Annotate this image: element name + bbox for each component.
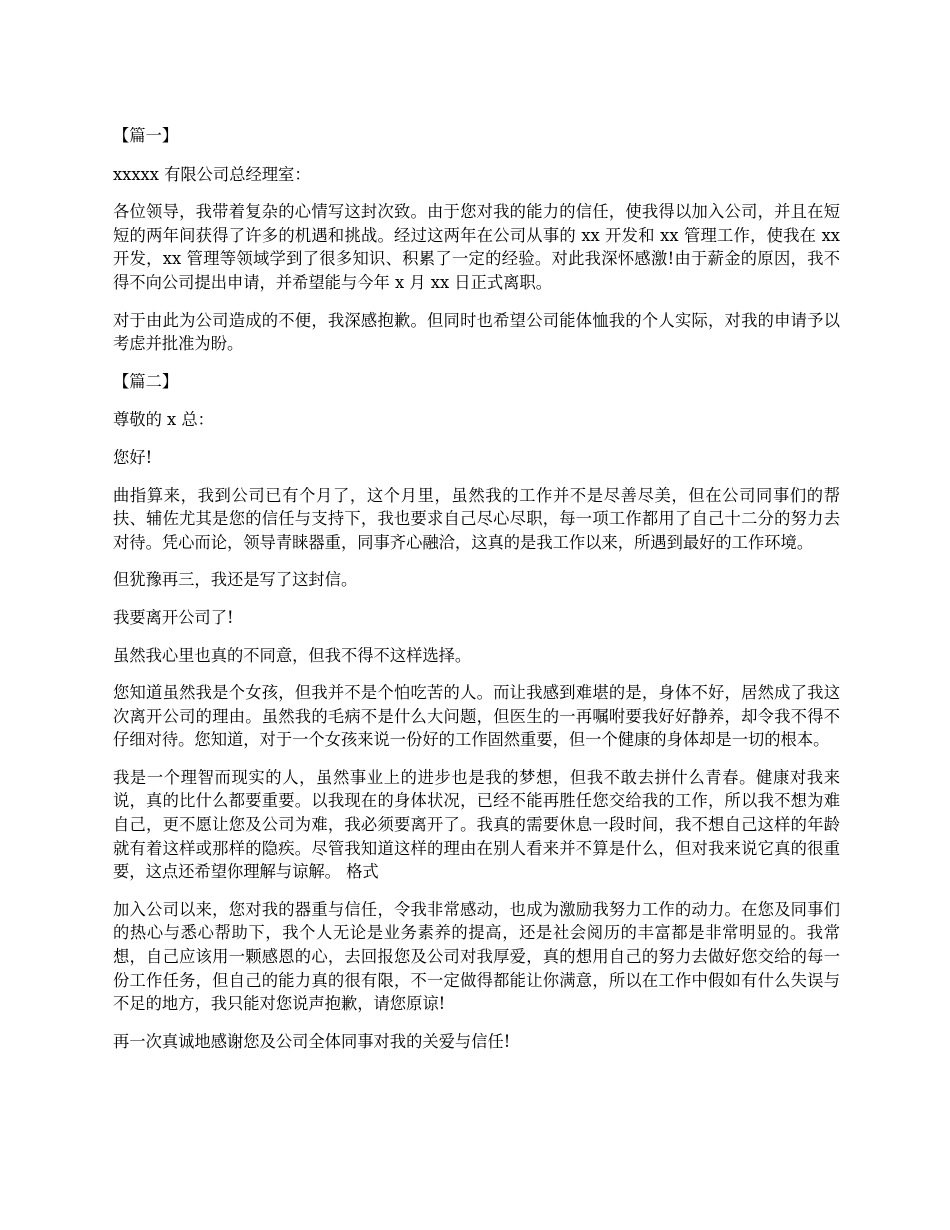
- greeting: 您好!: [113, 447, 153, 467]
- body-paragraph: 虽然我心里也真的不同意，但我不得不这样选择。: [113, 645, 472, 665]
- closing-paragraph: 再一次真诚地感谢您及公司全体同事对我的关爱与信任!: [113, 1031, 511, 1051]
- body-paragraph: 我是一个理智而现实的人，虽然事业上的进步也是我的梦想，但我不敢去拼什么青春。健康对我来说，真的比什么都要重要。以我现在的身体状况，已经不能再胜任您交给我的工作，所以我不想为难自己，更不愿让您及公司为难，我必须要离开了。我真的需要休息一段时间，我不想自己这样的年龄就有着这样或那样的隐疾。尽管我知道这样的理由在别人看来并不算是什么，但对我来说它真的很重要，这点还希望你理解与谅解。 格式: [113, 767, 840, 882]
- section-heading-1: 【篇一】: [113, 126, 179, 145]
- body-paragraph: 我要离开公司了!: [113, 607, 234, 627]
- document-page: [113, 124, 840, 1067]
- body-paragraph: 各位领导，我带着复杂的心情写这封次致。由于您对我的能力的信任，使我得以加入公司，并且在短短的两年间获得了许多的机遇和挑战。经过这两年在公司从事的 xx 开发和 xx 管理工作，使我在 xx 开发，xx 管理等领域学到了很多知识、积累了一定的经验。对此我深怀感激!由于薪金的原因，我不得不向公司提出申请，并希望能与今年 x 月 xx 日正式离职。: [113, 202, 840, 292]
- body-paragraph: 加入公司以来，您对我的器重与信任，令我非常感动，也成为激励我努力工作的动力。在您及同事们的热心与悉心帮助下，我个人无论是业务素养的提高，还是社会阅历的丰富都是非常明显的。我常想，自己应该用一颗感恩的心，去回报您及公司对我厚爱，真的想用自己的努力去做好您交给的每一份工作任务，但自己的能力真的很有限，不一定做得都能让你满意，所以在工作中假如有什么失误与不足的地方，我只能对您说声抱歉，请您原谅!: [113, 899, 840, 1014]
- body-paragraph: 曲指算来，我到公司已有个月了，这个月里，虽然我的工作并不是尽善尽美，但在公司同事们的帮扶、辅佐尤其是您的信任与支持下，我也要求自己尽心尽职，每一项工作都用了自己十二分的努力去对待。凭心而论，领导青睐器重，同事齐心融洽，这真的是我工作以来，所遇到最好的工作环境。: [113, 485, 840, 552]
- salutation-1: xxxxx 有限公司总经理室：: [113, 164, 311, 184]
- body-paragraph: 对于由此为公司造成的不便，我深感抱歉。但同时也希望公司能体恤我的个人实际，对我的申请予以考虑并批准为盼。: [113, 310, 840, 354]
- salutation-2: 尊敬的 x 总：: [113, 410, 214, 430]
- body-paragraph: 但犹豫再三，我还是写了这封信。: [113, 570, 358, 590]
- body-paragraph: 您知道虽然我是个女孩，但我并不是个怕吃苦的人。而让我感到难堪的是，身体不好，居然成了我这次离开公司的理由。虽然我的毛病不是什么大问题，但医生的一再嘱咐要我好好静养，却令我不得不仔细对待。您知道，对于一个女孩来说一份好的工作固然重要，但一个健康的身体却是一切的根本。: [113, 683, 840, 750]
- section-heading-2: 【篇二】: [113, 371, 179, 391]
